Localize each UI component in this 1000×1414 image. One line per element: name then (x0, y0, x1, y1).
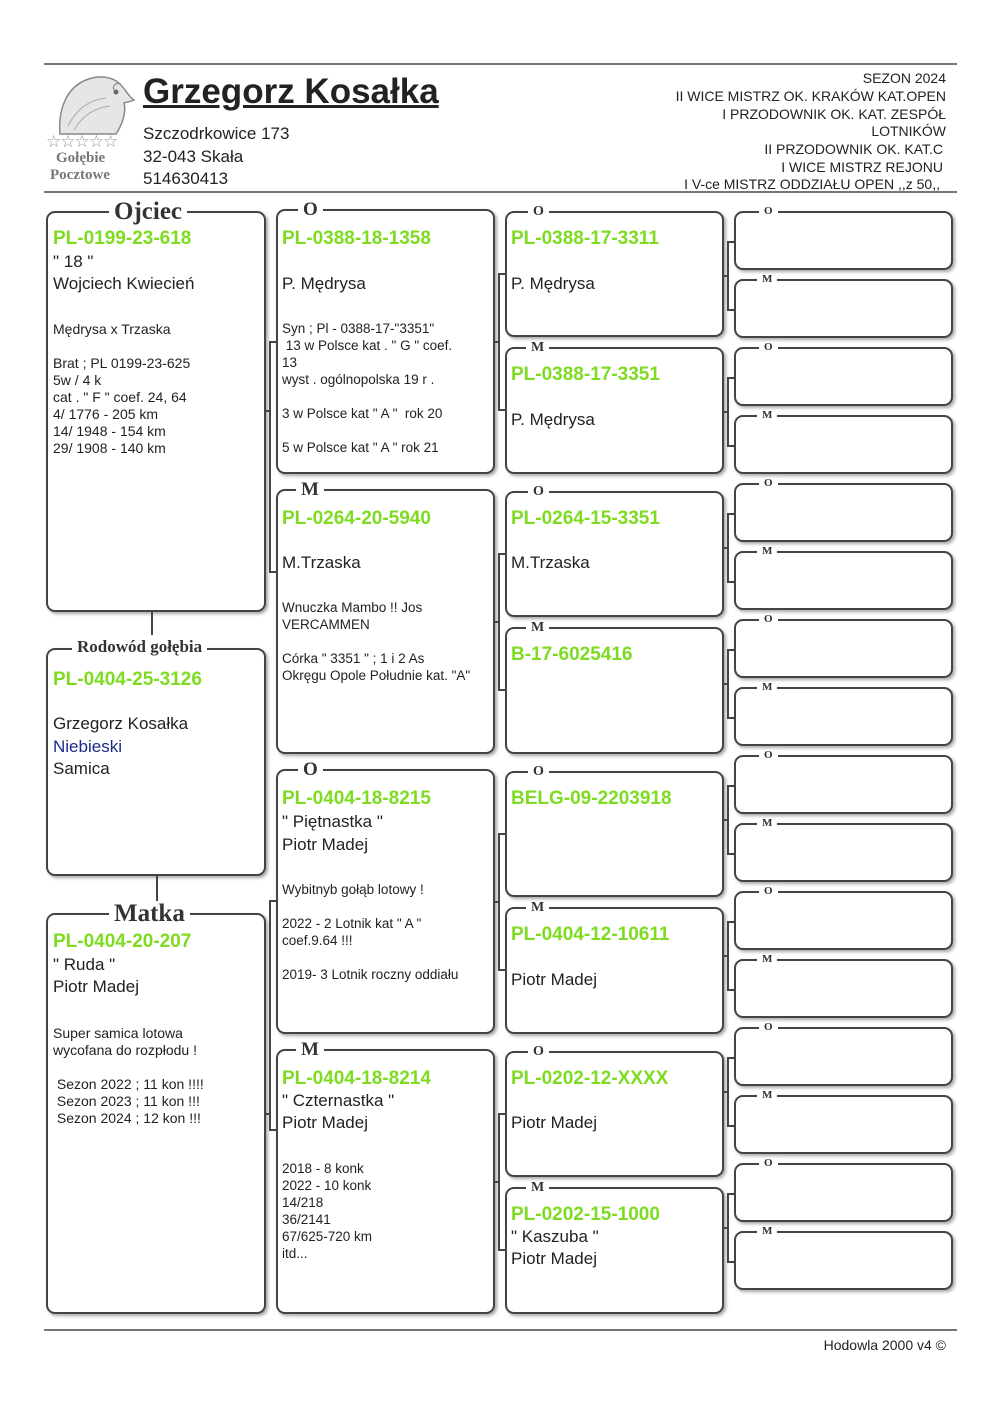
sex-label-m: M (757, 410, 777, 421)
name: " Czternastka " (282, 1091, 395, 1110)
owner: Piotr Madej (282, 1113, 368, 1132)
achievement-line: II WICE MISTRZ OK. KRAKÓW KAT.OPEN (675, 88, 946, 104)
connector (498, 273, 500, 409)
ancestor-card-empty (734, 687, 953, 746)
connector (727, 717, 735, 719)
owner: P. Mędrysa (282, 274, 366, 293)
owner: P. Mędrysa (511, 410, 595, 429)
ring-number: PL-0264-15-3351 (511, 508, 660, 529)
connector (727, 241, 735, 243)
ancestor-card-empty (734, 1231, 953, 1290)
ancestor-card-empty (734, 211, 953, 270)
ring-number: PL-0388-18-1358 (282, 228, 431, 249)
ring-number: PL-0388-17-3311 (511, 228, 659, 249)
mother-ring-number: PL-0404-20-207 (53, 931, 192, 952)
sex-label-m: M (757, 1226, 777, 1237)
footer-text: Hodowla 2000 v4 © (823, 1337, 946, 1353)
ring-number: B-17-6025416 (511, 644, 633, 665)
ring-number: PL-0388-17-3351 (511, 364, 660, 385)
subject-ring-number: PL-0404-25-3126 (53, 669, 202, 690)
logo (46, 70, 138, 186)
sex-label-o: O (759, 750, 778, 761)
ancestor-card-empty (734, 823, 953, 882)
sex-label-o: O (298, 200, 323, 219)
achievement-line: I WICE MISTRZ REJONU (781, 159, 943, 175)
connector (727, 1193, 729, 1261)
connector (151, 611, 153, 635)
ancestor-card-empty (734, 1163, 953, 1222)
subject-owner: Grzegorz Kosałka (53, 714, 189, 733)
sex-label-o: O (528, 765, 549, 779)
rating-stars: ☆☆☆☆☆ (46, 132, 118, 151)
ring-number: PL-0404-18-8214 (282, 1068, 431, 1089)
mother-owner: Piotr Madej (53, 977, 139, 996)
ancestor-card-empty (734, 551, 953, 610)
ring-number: PL-0264-20-5940 (282, 508, 431, 529)
ring-number: PL-0404-18-8215 (282, 788, 431, 809)
name: " Piętnastka " (282, 812, 383, 831)
connector (727, 1125, 735, 1127)
notes: Syn ; Pl - 0388-17-"3351" 13 w Polsce kat . " G " coef. 13 wyst . ogólnopolska 19 r . 3 w Polsce kat " A " rok 20 5 w Polsce kat " A " rok 21 (282, 321, 453, 455)
connector (727, 649, 735, 651)
father-name: " 18 " (53, 252, 94, 271)
breeder-address-line1: Szczodrkowice 173 (143, 124, 290, 143)
sex-label-m: M (526, 901, 549, 915)
ring-number: PL-0404-12-10611 (511, 924, 670, 945)
mother-notes: Super samica lotowa wycofana do rozpłodu ! Sezon 2022 ; 11 kon !!!! Sezon 2023 ; 11 kon !!! Sezon 2024 ; 12 kon !!! (53, 1025, 204, 1126)
connector (727, 1193, 735, 1195)
ancestor-card-empty (734, 959, 953, 1018)
owner: Piotr Madej (511, 970, 597, 989)
owner: Piotr Madej (511, 1113, 597, 1132)
sex-label-m: M (757, 954, 777, 965)
connector (727, 649, 729, 717)
notes: Wybitnyb gołąb lotowy ! 2022 - 2 Lotnik kat " A " coef.9.64 !!! 2019- 3 Lotnik roczny oddiału (282, 882, 459, 982)
connector (727, 513, 735, 515)
owner: M.Trzaska (511, 553, 590, 572)
father-notes: Mędrysa x Trzaska Brat ; PL 0199-23-625 5w / 4 k cat . " F " coef. 24, 64 4/ 1776 - 205 km 14/ 1948 - 154 km 29/ 1908 - 140 km (53, 321, 191, 456)
owner: Piotr Madej (511, 1249, 597, 1268)
owner: M.Trzaska (282, 553, 361, 572)
sex-label-m: M (296, 1040, 324, 1059)
connector (727, 309, 735, 311)
sex-label-m: M (296, 480, 324, 499)
sex-label-m: M (757, 1090, 777, 1101)
owner: P. Mędrysa (511, 274, 595, 293)
name: " Kaszuba " (511, 1227, 599, 1246)
ancestor-card-empty (734, 755, 953, 814)
ancestor-card-empty (734, 891, 953, 950)
connector (269, 900, 271, 1129)
achievement-line: I PRZODOWNIK OK. KAT. ZESPÓŁ (722, 106, 946, 122)
sex-label-m: M (757, 682, 777, 693)
connector (727, 921, 729, 989)
father-owner: Wojciech Kwiecień (53, 274, 195, 293)
notes: Wnuczka Mambo !! Jos VERCAMMEN Córka " 3351 " ; 1 i 2 As Okręgu Opole Południe kat. "A" (282, 600, 471, 683)
sex-label-o: O (528, 1045, 549, 1059)
sex-label-m: M (757, 274, 777, 285)
sex-label-o: O (528, 205, 549, 219)
pigeon-head-icon (46, 70, 138, 136)
ancestor-card-empty (734, 1095, 953, 1154)
ancestor-card-empty (734, 347, 953, 406)
sex-label-m: M (526, 341, 549, 355)
header-top-rule (44, 63, 957, 65)
owner: Piotr Madej (282, 835, 368, 854)
achievement-line: SEZON 2024 (862, 70, 946, 86)
sex-label-o: O (759, 1158, 778, 1169)
ancestor-card-empty (734, 483, 953, 542)
footer-rule (44, 1329, 957, 1331)
header-bottom-rule (44, 191, 957, 193)
subject-color: Niebieski (53, 737, 122, 756)
connector (727, 1261, 735, 1263)
ring-number: PL-0202-15-1000 (511, 1204, 660, 1225)
sex-label-o: O (759, 614, 778, 625)
connector (269, 341, 271, 571)
logo-text-line2: Pocztowe (50, 167, 110, 183)
connector (498, 553, 500, 689)
sex-label-o: O (759, 206, 778, 217)
connector (727, 853, 735, 855)
mother-name: " Ruda " (53, 955, 116, 974)
connector (727, 241, 729, 309)
connector (727, 989, 735, 991)
breeder-name: Grzegorz Kosałka (143, 72, 439, 111)
connector (727, 581, 735, 583)
sex-label-o: O (528, 485, 549, 499)
ancestor-card-empty (734, 619, 953, 678)
sex-label-o: O (759, 1022, 778, 1033)
breeder-phone: 514630413 (143, 169, 229, 188)
connector (727, 445, 735, 447)
connector (727, 1057, 729, 1125)
breeder-address-line2: 32-043 Skała (143, 147, 244, 166)
achievement-line: II PRZODOWNIK OK. KAT.C (764, 141, 943, 157)
mother-label: Matka (109, 901, 190, 926)
sex-label-o: O (759, 342, 778, 353)
ring-number: BELG-09-2203918 (511, 788, 672, 809)
sex-label-o: O (759, 478, 778, 489)
sex-label-m: M (757, 546, 777, 557)
sex-label-o: O (759, 886, 778, 897)
connector (727, 377, 729, 445)
father-label: Ojciec (109, 199, 187, 224)
connector (727, 921, 735, 923)
ancestor-card-empty (734, 1027, 953, 1086)
ring-number: PL-0202-12-XXXX (511, 1068, 669, 1089)
connector (498, 1113, 500, 1249)
sex-label-m: M (757, 818, 777, 829)
sex-label-m: M (526, 621, 549, 635)
sex-label-m: M (526, 1181, 549, 1195)
ancestor-card-empty (734, 415, 953, 474)
notes: 2018 - 8 konk 2022 - 10 konk 14/218 36/2141 67/625-720 km itd... (282, 1161, 373, 1261)
connector (727, 1057, 735, 1059)
pedigree-label: Rodowód gołębia (72, 638, 207, 655)
connector (498, 833, 500, 969)
subject-sex: Samica (53, 759, 110, 778)
connector (156, 876, 158, 901)
sex-label-o: O (298, 760, 323, 779)
father-ring-number: PL-0199-23-618 (53, 228, 192, 249)
connector (727, 513, 729, 581)
achievement-line: I V-ce MISTRZ ODDZIAŁU OPEN ,,z 50,, (684, 176, 940, 192)
connector (727, 377, 735, 379)
ancestor-card-empty (734, 279, 953, 338)
connector (727, 785, 729, 853)
connector (727, 785, 735, 787)
logo-text-line1: Gołębie (56, 150, 106, 166)
achievement-line: LOTNIKÓW (871, 123, 946, 139)
